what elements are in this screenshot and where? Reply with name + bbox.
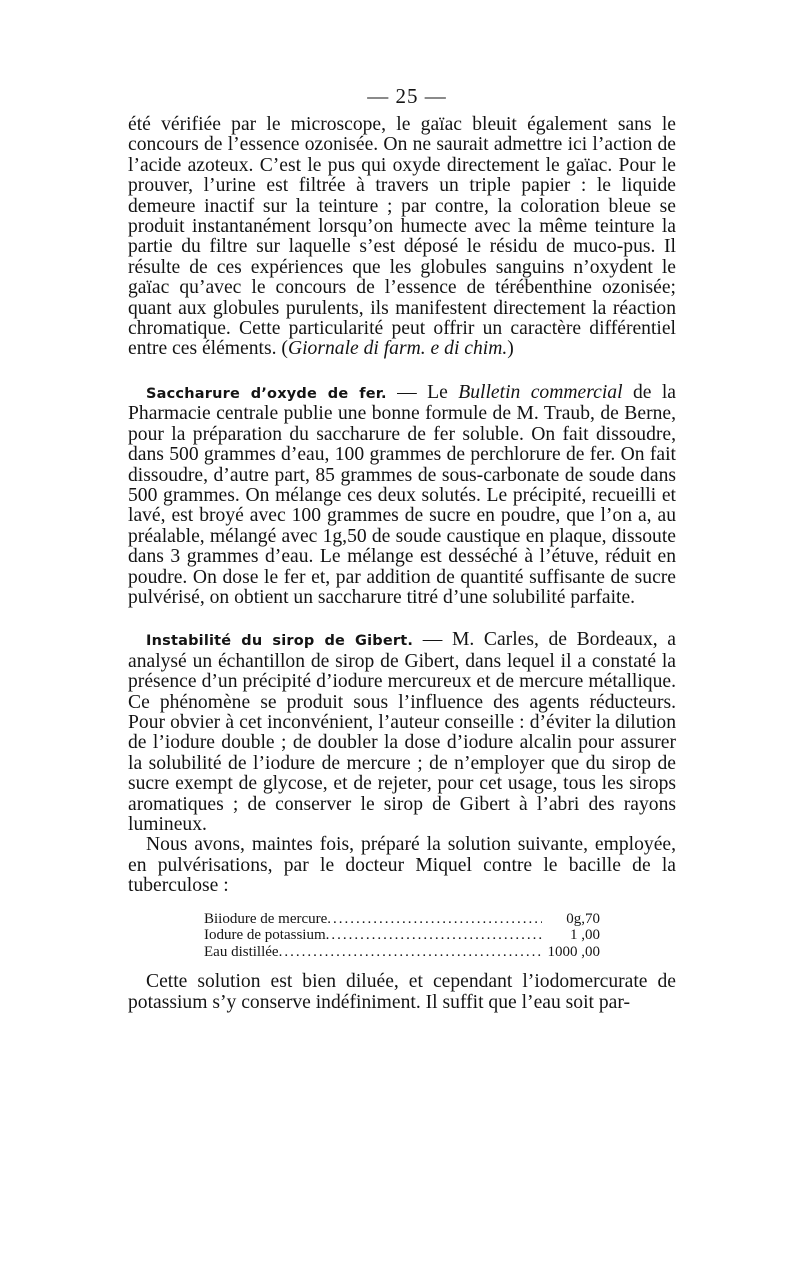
- formula-row: [204, 911, 600, 928]
- saccharure-body: de la Pharmacie centrale publie une bonne formule de M. Traub, de Berne, pour la préparation du saccharure de fer soluble. On fait dissoudre, dans 500 grammes d’eau, 100 grammes de perchlorure de fer. On fait dissoudre, d’autre part, 85 grammes de sous-carbonate de soude dans 500 grammes. On mélange ces deux solutés. Le précipité, recueilli et lavé, est broyé avec 100 grammes de sucre en poudre, que l’on a, au préalable, mélangé avec 1g,50 de soude caustique en plaque, dissoute dans 3 grammes d’eau. Le mélange est desséché à l’étuve, réduit en poudre. On dose le fer et, par addition de quantité suffisante de sucre pulvérisé, on obtient un saccharure titré d’une solubilité parfaite.: [128, 381, 676, 608]
- gibert-section: [128, 630, 676, 835]
- gibert-heading: Instabilité du sirop de Gibert.: [146, 633, 414, 650]
- formula-ingredient: Eau distillée: [204, 943, 279, 960]
- formula-list: [204, 911, 600, 961]
- formula-ingredient: Biiodure de mercure: [204, 910, 328, 927]
- formula-ingredient: Iodure de potassium: [204, 927, 326, 944]
- formula-row: [204, 927, 600, 944]
- formula-row: [204, 944, 600, 961]
- solution-paragraph: Nous avons, maintes fois, préparé la solution suivante, employée, en pulvérisations, par le docteur Miquel contre le bacille de la tuberculose :: [128, 834, 676, 897]
- saccharure-dash: — Le: [386, 381, 459, 403]
- opening-paragraph: [128, 115, 676, 360]
- saccharure-journal: Bulletin commercial: [458, 381, 623, 403]
- formula-amount: 1 ,00: [570, 927, 600, 944]
- opening-paragraph-text: été vérifiée par le microscope, le gaïac bleuit également sans le concours de l’essence ozonisée. On ne saurait admettre ici l’action de l’acide azoteux. C’est le pus qui oxyde directement le gaïac. Pour le prouver, l’urine est filtrée à travers un triple papier : le liquide demeure inactif sur la teinture ; par contre, la coloration bleue se produit instantanément lorsqu’on humecte avec la même teinture la partie du filtre sur laquelle s’est déposé le résidu de muco-pus. Il résulte de ces expériences que les globules sanguins n’oxydent le gaïac qu’avec le concours de l’essence de térébenthine ozonisée; quant aux globules purulents, ils manifestent directement la réaction chromatique. Cette particularité peut offrir un caractère différentiel entre ces éléments.: [128, 114, 676, 360]
- source-citation: Giornale di farm. e di chim.: [287, 338, 508, 360]
- saccharure-section: [128, 383, 676, 608]
- gibert-body: — M. Carles, de Bordeaux, a analysé un échantillon de sirop de Gibert, dans lequel il a constaté la présence d’un précipité d’iodure mercureux et de mercure métallique. Ce phénomène se produit sous l’influence des agents réducteurs. Pour obvier à cet inconvénient, l’auteur conseille : d’éviter la dilution de l’iodure double ; de doubler la dose d’iodure alcalin pour assurer la solubilité de l’iodure de mercure ; de n’employer que du sirop de sucre exempt de glycose, et de rejeter, pour cet usage, tous les sirops aromatiques ; de conserver le sirop de Gibert à l’abri des rayons lumineux.: [128, 629, 676, 835]
- source-open: (: [281, 338, 288, 360]
- source-close: ): [507, 338, 514, 360]
- book-page: [128, 84, 676, 1013]
- dot-leader: [326, 927, 542, 944]
- formula-amount: 1000 ,00: [547, 943, 600, 960]
- dot-leader: [279, 944, 542, 961]
- page-number: — 25 —: [367, 84, 447, 108]
- saccharure-heading: Saccharure d’oxyde de fer.: [146, 385, 387, 402]
- dot-leader: [327, 911, 542, 928]
- formula-amount: 0g,70: [566, 910, 600, 927]
- closing-paragraph: Cette solution est bien diluée, et cependant l’iodomercurate de potassium s’y conserve indéfiniment. Il suffit que l’eau soit par-: [128, 971, 676, 1013]
